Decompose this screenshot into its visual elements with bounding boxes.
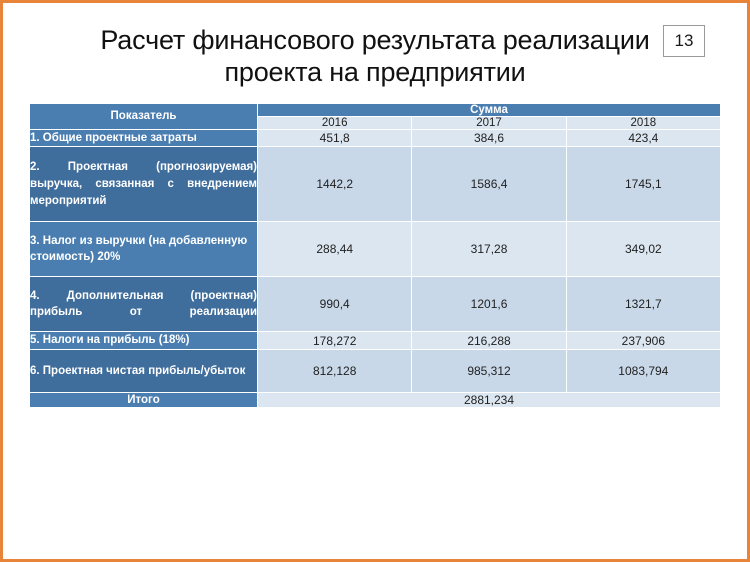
page-title: Расчет финансового результата реализации проекта на предприятии	[100, 25, 650, 87]
row-label-6: 6. Проектная чистая прибыль/убыток	[30, 350, 258, 393]
row-2-value-2016: 1442,2	[258, 147, 412, 222]
row-4-value-2016: 990,4	[258, 277, 412, 332]
slide-number: 13	[663, 25, 705, 57]
total-label: Итого	[30, 393, 258, 408]
row-1-value-2017: 384,6	[412, 129, 566, 147]
table-row	[30, 277, 721, 332]
row-3-value-2016: 288,44	[258, 222, 412, 277]
row-3-value-2018: 349,02	[566, 222, 720, 277]
row-3-value-2017: 317,28	[412, 222, 566, 277]
column-header-year-2017: 2017	[412, 116, 566, 129]
row-2-value-2017: 1586,4	[412, 147, 566, 222]
slide-content	[3, 3, 747, 559]
table-row	[30, 332, 721, 350]
row-label-2: 2. Проектная (прогнозируемая) выручка, связанная с внедрением мероприятий	[30, 147, 258, 222]
table-header-row-1	[30, 103, 721, 116]
row-label-4: 4. Дополнительная (проектная) прибыль от реализации	[30, 277, 258, 332]
row-1-value-2018: 423,4	[566, 129, 720, 147]
row-5-value-2016: 178,272	[258, 332, 412, 350]
financial-results-table	[29, 103, 721, 408]
row-6-value-2016: 812,128	[258, 350, 412, 393]
column-header-sum: Сумма	[258, 103, 721, 116]
row-6-value-2017: 985,312	[412, 350, 566, 393]
row-4-value-2017: 1201,6	[412, 277, 566, 332]
row-label-1: 1. Общие проектные затраты	[30, 129, 258, 147]
row-label-5: 5. Налоги на прибыль (18%)	[30, 332, 258, 350]
table-row	[30, 222, 721, 277]
row-1-value-2016: 451,8	[258, 129, 412, 147]
column-header-year-2018: 2018	[566, 116, 720, 129]
column-header-indicator: Показатель	[30, 103, 258, 129]
table-row	[30, 350, 721, 393]
row-4-value-2018: 1321,7	[566, 277, 720, 332]
table-row	[30, 147, 721, 222]
table-total-row	[30, 393, 721, 408]
row-label-3: 3. Налог из выручки (на добавленную стоимость) 20%	[30, 222, 258, 277]
row-5-value-2017: 216,288	[412, 332, 566, 350]
column-header-year-2016: 2016	[258, 116, 412, 129]
row-5-value-2018: 237,906	[566, 332, 720, 350]
total-value: 2881,234	[258, 393, 721, 408]
row-6-value-2018: 1083,794	[566, 350, 720, 393]
table-row	[30, 129, 721, 147]
row-2-value-2018: 1745,1	[566, 147, 720, 222]
